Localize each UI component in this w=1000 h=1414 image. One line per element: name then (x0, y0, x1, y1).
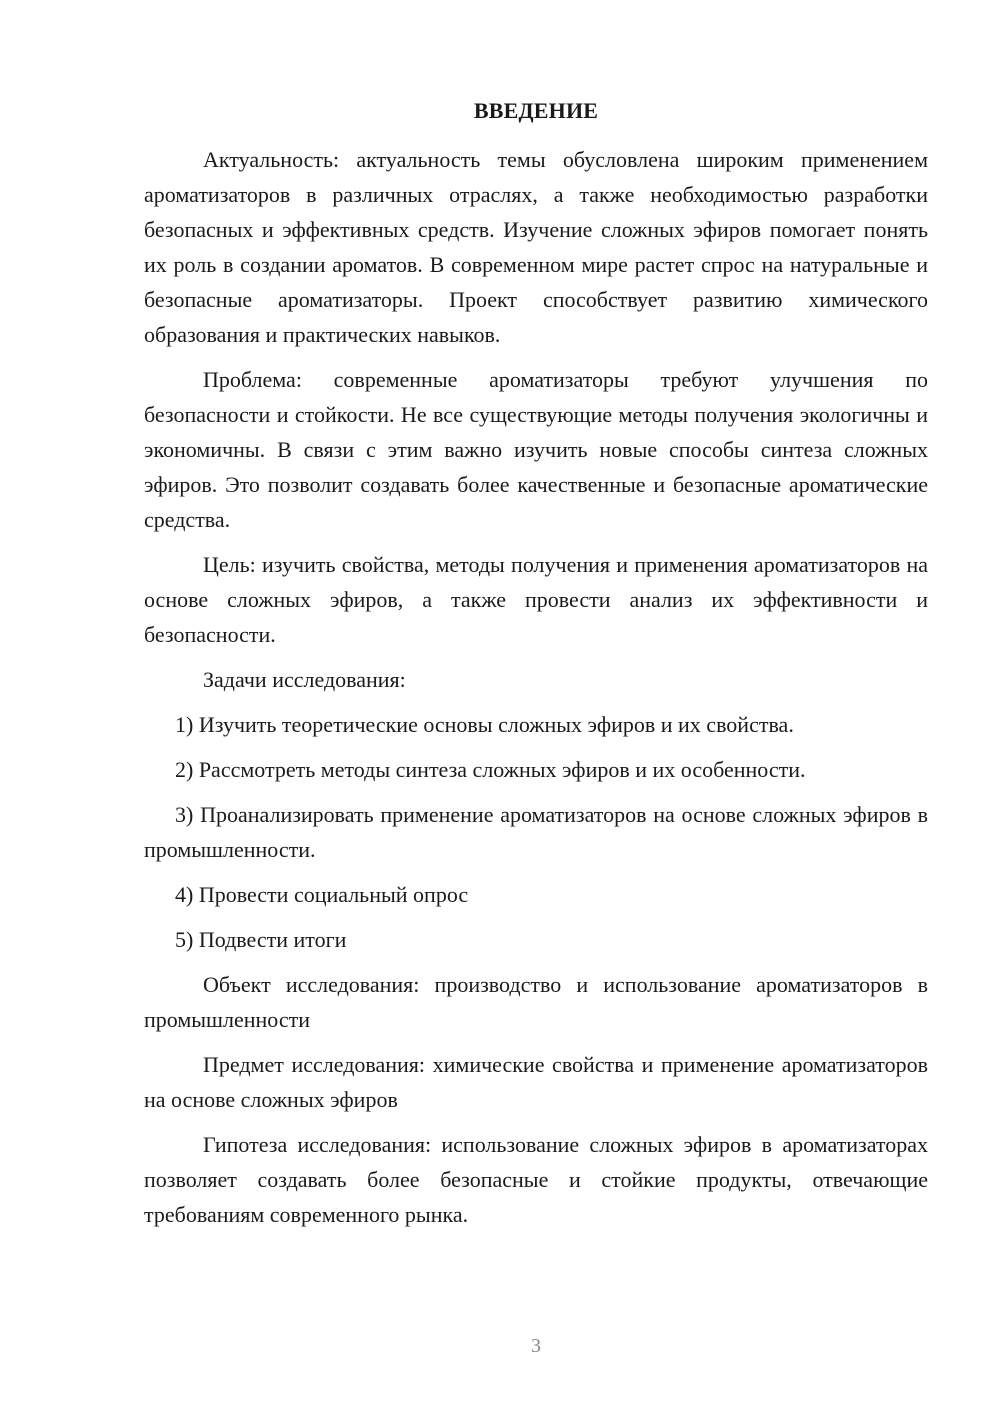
task-item-4: 4) Провести социальный опрос (175, 882, 469, 907)
paragraph-tasks-heading: Задачи исследования: (203, 667, 406, 692)
document-page (144, 0, 928, 1414)
paragraph-goal: Цель: изучить свойства, методы получения и применения ароматизаторов на основе сложных эфиров, а также провести анализ их эффективности и безопасности. (144, 552, 928, 647)
body-text (144, 142, 928, 1242)
paragraph-problem: Проблема: современные ароматизаторы требуют улучшения по безопасности и стойкости. Не все существующие методы получения экологичны и экономичны. В связи с этим важно изучить новые способы синтеза сложных эфиров. Это позволит создавать более качественные и безопасные ароматические средства. (144, 367, 928, 532)
paragraph-relevance: Актуальность: актуальность темы обусловлена широким применением ароматизаторов в различных отраслях, а также необходимостью разработки безопасных и эффективных средств. Изучение сложных эфиров помогает понять их роль в создании ароматов. В современном мире растет спрос на натуральные и безопасные ароматизаторы. Проект способствует развитию химического образования и практических навыков. (144, 147, 928, 347)
section-title: ВВЕДЕНИЕ (473, 98, 599, 123)
paragraph-object: Объект исследования: производство и использование ароматизаторов в промышленности (144, 972, 928, 1032)
page-number: 3 (531, 1335, 541, 1357)
paragraph-hypothesis: Гипотеза исследования: использование сложных эфиров в ароматизаторах позволяет создавать более безопасные и стойкие продукты, отвечающие требованиям современного рынка. (144, 1132, 928, 1227)
task-item-3: 3) Проанализировать применение ароматизаторов на основе сложных эфиров в промышленности. (144, 802, 928, 862)
task-item-2: 2) Рассмотреть методы синтеза сложных эфиров и их особенности. (175, 757, 806, 782)
task-item-1: 1) Изучить теоретические основы сложных эфиров и их свойства. (175, 712, 794, 737)
task-item-5: 5) Подвести итоги (175, 927, 347, 952)
paragraph-subject: Предмет исследования: химические свойства и применение ароматизаторов на основе сложных эфиров (144, 1052, 928, 1112)
